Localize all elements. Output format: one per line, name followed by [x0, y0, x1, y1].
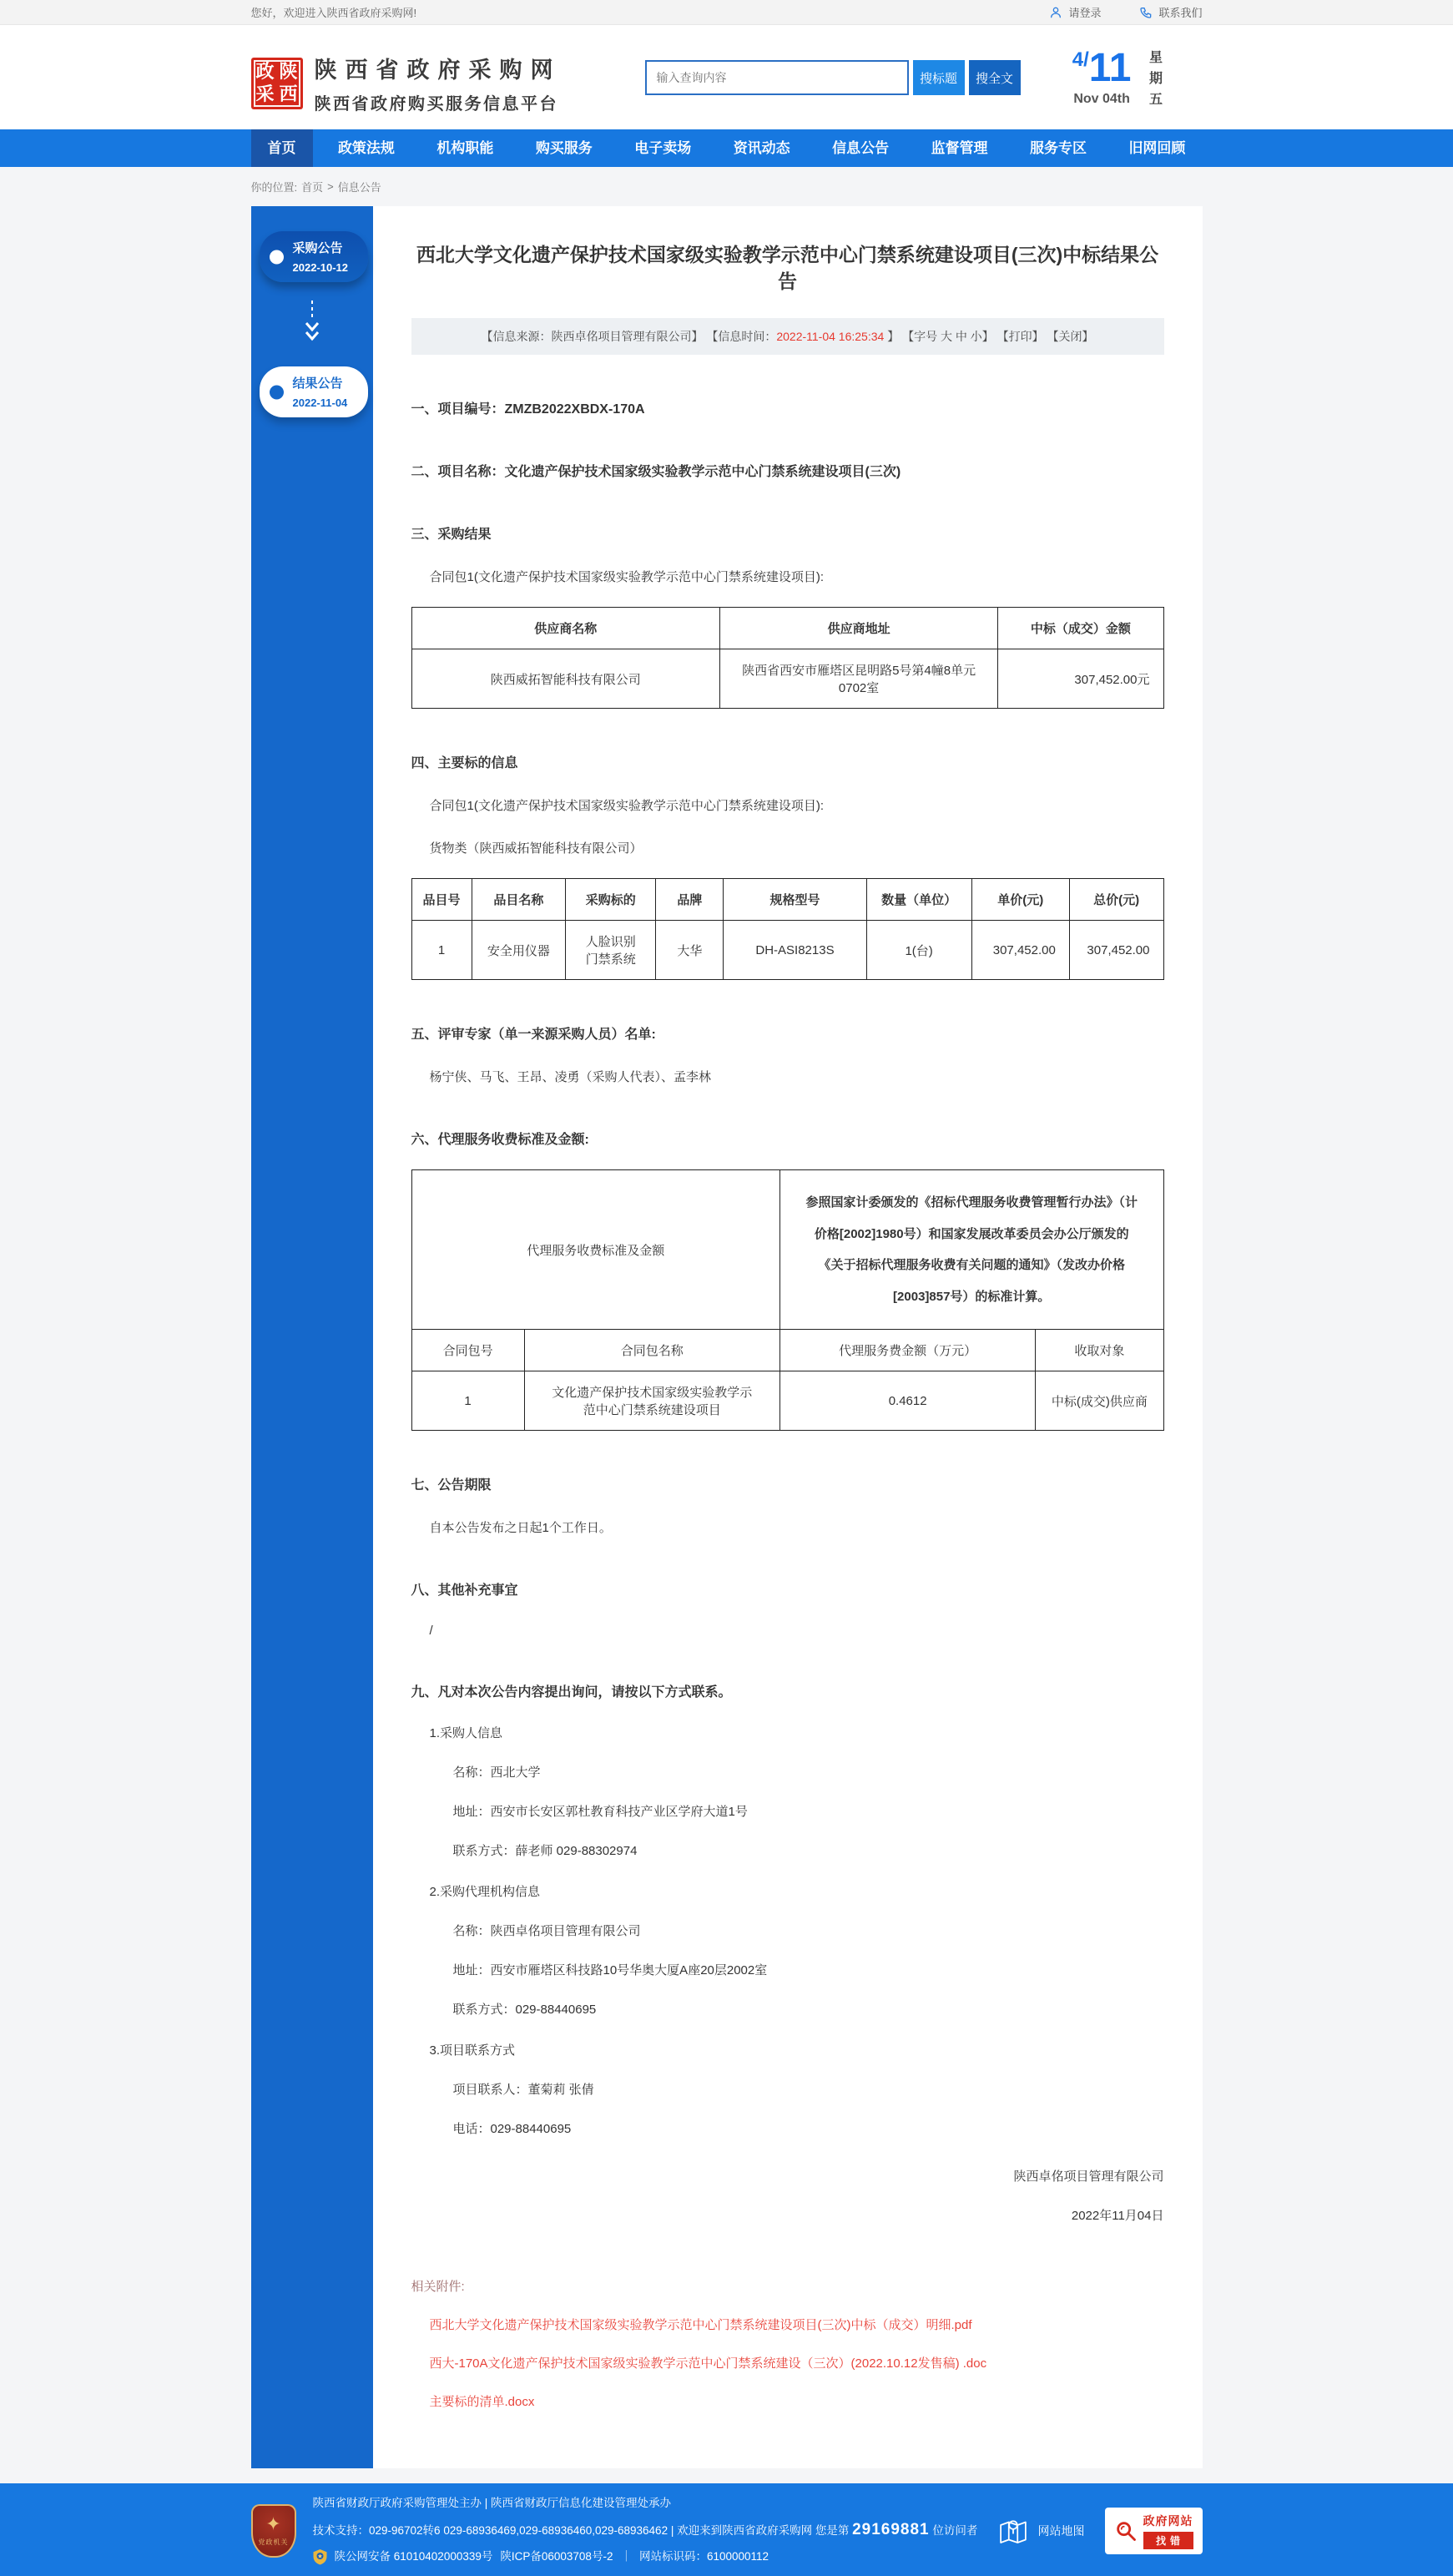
welcome-text: 您好，欢迎进入陕西省政府采购网!	[250, 7, 417, 19]
column-header: 总价(元)	[1069, 879, 1163, 921]
sidebar-item-date: 2022-11-04	[292, 397, 348, 409]
contact-label: 联系我们	[1158, 7, 1203, 19]
supplier-name-cell: 陕西威拓智能科技有限公司	[411, 649, 719, 709]
search-title-button[interactable]: 搜标题	[913, 60, 965, 95]
site-title: 陕西省政府采购网	[314, 58, 562, 83]
user-icon	[1049, 6, 1062, 19]
weekday-label: 星期五	[1147, 50, 1162, 113]
nav-item-home[interactable]: 首页	[251, 129, 313, 167]
date-english: Nov 04th	[1073, 92, 1130, 106]
nav-item-e-marketplace[interactable]: 电子卖场	[634, 140, 692, 156]
error-badge-line1: 政府网站	[1143, 2513, 1193, 2528]
sidebar-timeline	[251, 206, 373, 2468]
attachments-section	[411, 2277, 1164, 2410]
footer-text	[313, 2496, 979, 2564]
site-header	[0, 25, 1453, 129]
article-title: 西北大学文化遗产保护技术国家级实验教学示范中心门禁系统建设项目(三次)中标结果公告	[416, 244, 1159, 293]
purchaser-contact: 联系方式：薛老师 029-88302974	[452, 1844, 638, 1859]
nav-item-old-site[interactable]: 旧网回顾	[1128, 140, 1186, 156]
timeline-dot-icon	[270, 385, 284, 399]
signature-block	[411, 2167, 1164, 2224]
footer-support-prefix: 技术支持：029-96702转6 029-68936469,029-68936460,029-68936462 | 欢迎来到陕西省政府采购网 您是第	[312, 2524, 853, 2538]
site-logo	[251, 52, 562, 114]
fee-standard-desc: 参照国家计委颁发的《招标代理服务收费管理暂行办法》（计价格[2002]1980号）和国家发展改革委员会办公厅颁发的《关于招标代理服务收费有关问题的通知》（发改办价格[2003]857号）的标准计算。	[779, 1170, 1163, 1330]
column-header: 代理服务费金额（万元）	[779, 1330, 1035, 1371]
logo-seal-icon	[251, 58, 303, 109]
agency-address: 地址：西安市雁塔区科技路10号华奥大厦A座20层2002室	[452, 1963, 768, 1978]
site-code: 网站标识码：6100000112	[638, 2549, 769, 2563]
brand-cell: 大华	[656, 921, 724, 980]
breadcrumb-home-link[interactable]: 首页	[301, 181, 324, 194]
sidebar-item-procurement-notice[interactable]	[260, 231, 368, 282]
site-footer	[0, 2483, 1453, 2575]
column-header: 品牌	[656, 879, 724, 921]
supplier-table	[411, 607, 1164, 709]
section-3-heading: 三、采购结果	[411, 528, 492, 543]
meta-time-value: 2022-11-04 16:25:34	[776, 330, 885, 344]
beian-separator: ｜	[620, 2549, 632, 2563]
purchaser-address: 地址：西安市长安区郭杜教育科技产业区学府大道1号	[452, 1805, 748, 1820]
sitemap-link[interactable]	[996, 2513, 1085, 2548]
section-4-heading: 四、主要标的信息	[411, 756, 518, 771]
section-2-heading: 二、项目名称：文化遗产保护技术国家级实验教学示范中心门禁系统建设项目(三次)	[411, 465, 901, 480]
section-4-category: 货物类（陕西威拓智能科技有限公司）	[429, 841, 643, 856]
nav-item-service-zone[interactable]: 服务专区	[1030, 140, 1087, 156]
sidebar-item-title: 采购公告	[292, 241, 343, 255]
icp-beian: 陕ICP备06003708号-2	[500, 2549, 613, 2563]
section-4-package: 合同包1(文化遗产保护技术国家级实验教学示范中心门禁系统建设项目):	[429, 799, 825, 814]
attachments-label: 相关附件:	[411, 2280, 465, 2295]
award-amount-cell: 307,452.00元	[998, 649, 1163, 709]
main-nav	[0, 129, 1453, 167]
purchaser-name: 名称：西北大学	[452, 1765, 541, 1780]
government-emblem-icon	[251, 2504, 296, 2558]
breadcrumb-current: 信息公告	[337, 181, 381, 194]
search-fulltext-button[interactable]: 搜全文	[969, 60, 1021, 95]
section-3-package: 合同包1(文化遗产保护技术国家级实验教学示范中心门禁系统建设项目):	[429, 570, 825, 585]
search-bar	[645, 60, 1021, 95]
search-input[interactable]	[645, 60, 909, 95]
purchaser-info-title: 1.采购人信息	[429, 1726, 503, 1741]
table-header-row	[411, 879, 1163, 921]
table-header-row	[411, 608, 1163, 649]
column-header: 合同包名称	[524, 1330, 779, 1371]
meta-time-close: 】	[884, 330, 900, 344]
table-row	[411, 1371, 1163, 1431]
supplier-address-cell: 陕西省西安市雁塔区昆明路5号第4幢8单元0702室	[719, 649, 997, 709]
column-header: 中标（成交）金额	[998, 608, 1163, 649]
section-7-heading: 七、公告期限	[411, 1478, 492, 1493]
item-target-cell: 人脸识别门禁系统	[566, 921, 656, 980]
sidebar-item-title: 结果公告	[292, 376, 343, 391]
footer-support-suffix: 位访问者	[929, 2524, 978, 2538]
phone-icon	[1139, 6, 1153, 19]
item-no-cell: 1	[411, 921, 472, 980]
table-row	[411, 921, 1163, 980]
seal-row2: 采西	[255, 83, 303, 104]
column-header: 采购标的	[566, 879, 656, 921]
model-cell: DH-ASI8213S	[724, 921, 866, 980]
section-6-heading: 六、代理服务收费标准及金额:	[411, 1133, 589, 1148]
other-matters: /	[429, 1624, 433, 1639]
quantity-cell: 1(台)	[866, 921, 971, 980]
nav-item-news[interactable]: 资讯动态	[733, 140, 790, 156]
column-header: 供应商地址	[719, 608, 997, 649]
error-badge-line2: 找错	[1143, 2532, 1193, 2549]
column-header: 规格型号	[724, 879, 866, 921]
nav-item-supervision[interactable]: 监督管理	[931, 140, 988, 156]
project-contact-phone: 电话：029-88440695	[452, 2122, 572, 2137]
column-header: 数量（单位）	[866, 879, 971, 921]
article-meta-bar	[411, 318, 1164, 355]
section-8-heading: 八、其他补充事宜	[411, 1583, 518, 1599]
date-day: 11	[1088, 46, 1132, 90]
breadcrumb-label: 你的位置:	[250, 181, 298, 194]
contact-link[interactable]	[1139, 4, 1202, 20]
seal-row1: 政陕	[255, 61, 303, 83]
footer-support-line	[313, 2519, 979, 2542]
police-beian: 陕公网安备 61010402000339号	[334, 2549, 493, 2563]
brand-text	[315, 52, 562, 114]
fee-amount-cell: 0.4612	[779, 1371, 1035, 1431]
agency-fee-table	[411, 1169, 1164, 1431]
meta-source: 【信息来源：陕西卓佲项目管理有限公司】	[481, 330, 704, 344]
close-button[interactable]: 【关闭】	[1047, 330, 1094, 344]
nav-item-org-functions[interactable]: 机构职能	[436, 140, 494, 156]
topbar	[0, 0, 1453, 25]
project-contact-person: 项目联系人：董菊莉 张倩	[452, 2083, 594, 2098]
arrow-down-icon	[251, 299, 373, 350]
signature-date: 2022年11月04日	[1071, 2209, 1164, 2224]
agency-name: 名称：陕西卓佲项目管理有限公司	[452, 1924, 641, 1939]
date-month: 4/	[1072, 48, 1089, 71]
column-header: 供应商名称	[411, 608, 719, 649]
attachment-link-docx[interactable]: 主要标的清单.docx	[429, 2395, 535, 2410]
breadcrumb-separator: >	[327, 180, 334, 193]
main-area	[0, 206, 1453, 2468]
visitor-count: 29169881	[852, 2521, 930, 2539]
magnifier-icon	[1114, 2519, 1138, 2543]
table-header-row	[411, 1330, 1163, 1371]
footer-organizer-line: 陕西省财政厅政府采购管理处主办 | 陕西省财政厅信息化建设管理处承办	[312, 2497, 672, 2510]
nav-item-announcements[interactable]: 信息公告	[832, 140, 890, 156]
section-9-heading: 九、凡对本次公告内容提出询问，请按以下方式联系。	[411, 1685, 732, 1700]
fee-standard-label: 代理服务收费标准及金额	[411, 1170, 779, 1330]
expert-names: 杨宁侠、马飞、王昂、凌勇（采购人代表）、孟李林	[429, 1070, 712, 1085]
package-no-cell: 1	[411, 1371, 524, 1431]
column-header: 单价(元)	[971, 879, 1069, 921]
footer-right	[996, 2508, 1203, 2554]
total-price-cell: 307,452.00	[1069, 921, 1163, 980]
footer-beian-line	[313, 2549, 979, 2565]
project-contact-title: 3.项目联系方式	[429, 2043, 516, 2058]
agency-info-title: 2.采购代理机构信息	[429, 1885, 541, 1900]
sitemap-label: 网站地图	[1037, 2523, 1085, 2538]
column-header: 收取对象	[1036, 1330, 1163, 1371]
section-1-heading: 一、项目编号：ZMZB2022XBDX-170A	[411, 402, 645, 417]
print-button[interactable]: 【打印】	[996, 330, 1044, 344]
error-badge-text	[1143, 2513, 1193, 2549]
site-subtitle: 陕西省政府购买服务信息平台	[314, 95, 558, 114]
package-name-cell: 文化遗产保护技术国家级实验教学示范中心门禁系统建设项目	[524, 1371, 779, 1431]
login-link[interactable]	[1049, 4, 1101, 20]
timeline-dot-icon	[270, 250, 284, 264]
attachment-link-doc[interactable]: 西大-170A文化遗产保护技术国家级实验教学示范中心门禁系统建设（三次）(2022.10.12发售稿) .doc	[429, 2356, 987, 2371]
emblem-star-icon: ✦	[265, 2513, 281, 2534]
date-widget	[1072, 48, 1203, 113]
notice-period: 自本公告发布之日起1个工作日。	[429, 1521, 612, 1536]
sidebar-item-date: 2022-10-12	[292, 261, 348, 274]
table-row	[411, 649, 1163, 709]
font-size-controls[interactable]: 【字号 大 中 小】	[902, 330, 994, 344]
article-panel	[373, 206, 1203, 2468]
police-badge-icon	[313, 2549, 327, 2565]
nav-item-purchase-services[interactable]: 购买服务	[535, 140, 593, 156]
date-numeric	[1072, 48, 1132, 113]
items-table	[411, 878, 1164, 980]
section-5-heading: 五、评审专家（单一来源采购人员）名单:	[411, 1028, 656, 1043]
breadcrumb	[251, 167, 1203, 206]
emblem-label: 党政机关	[258, 2538, 289, 2546]
column-header: 品目名称	[472, 879, 566, 921]
column-header: 合同包号	[411, 1330, 524, 1371]
sitemap-map-icon	[996, 2513, 1031, 2548]
gov-website-error-badge[interactable]	[1105, 2508, 1203, 2554]
login-label: 请登录	[1068, 7, 1102, 19]
fee-standard-row	[411, 1170, 1163, 1330]
meta-time-label: 【信息时间：	[706, 330, 777, 344]
nav-item-policy-laws[interactable]: 政策法规	[337, 140, 395, 156]
topbar-links	[1049, 4, 1202, 20]
unit-price-cell: 307,452.00	[971, 921, 1069, 980]
signature-company: 陕西卓佲项目管理有限公司	[1013, 2169, 1164, 2185]
item-name-cell: 安全用仪器	[472, 921, 566, 980]
agency-contact: 联系方式：029-88440695	[452, 2003, 597, 2018]
attachment-link-pdf[interactable]: 西北大学文化遗产保护技术国家级实验教学示范中心门禁系统建设项目(三次)中标（成交）明细.pdf	[429, 2318, 972, 2333]
column-header: 品目号	[411, 879, 472, 921]
fee-target-cell: 中标(成交)供应商	[1036, 1371, 1163, 1431]
sidebar-item-result-notice[interactable]	[260, 366, 368, 417]
